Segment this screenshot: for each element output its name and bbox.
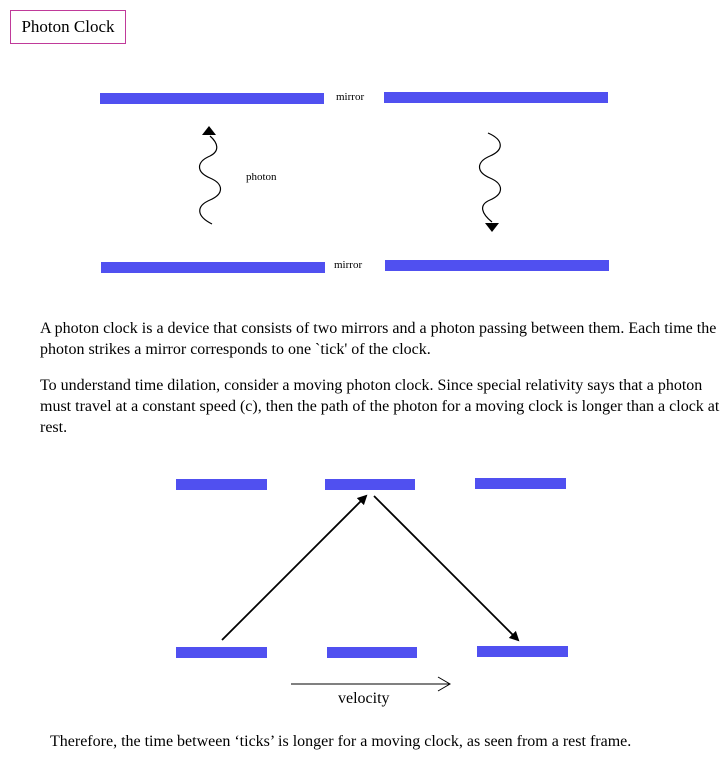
mirror-label-top: mirror	[336, 91, 365, 103]
paragraph-time-dilation: To understand time dilation, consider a moving photon clock. Since special relativity says that a photon must travel at a constant speed (c), then the path of the photon for a moving clock is longer than a clock at rest.	[40, 377, 720, 436]
moving-mirror-top-2	[325, 479, 415, 490]
photon-wave-up	[200, 136, 221, 224]
moving-mirror-bottom-1	[176, 647, 267, 658]
moving-mirror-bottom-2	[327, 647, 417, 658]
page-title: Photon Clock	[10, 10, 126, 44]
photon-label: photon	[246, 171, 277, 183]
mirror-label-bottom: mirror	[334, 259, 363, 271]
velocity-label: velocity	[338, 690, 390, 707]
mirror-bottom-right	[385, 260, 609, 271]
photon-wave-down	[480, 133, 501, 222]
paragraph-intro: A photon clock is a device that consists of two mirrors and a photon passing between them. Each time the photon strikes a mirror corresponds to one `tick' of the clock.	[40, 320, 717, 358]
mirror-top-left	[100, 93, 324, 104]
photon-path-down	[374, 496, 518, 640]
photon-path-up	[222, 496, 366, 640]
photon-arrow-down-icon	[485, 223, 499, 232]
photon-arrow-up-icon	[202, 126, 216, 135]
mirror-top-right	[384, 92, 608, 103]
conclusion-text: Therefore, the time between ‘ticks’ is longer for a moving clock, as seen from a rest frame.	[50, 733, 632, 750]
moving-mirror-top-3	[475, 478, 566, 489]
moving-mirror-bottom-3	[477, 646, 568, 657]
mirror-bottom-left	[101, 262, 325, 273]
moving-mirror-top-1	[176, 479, 267, 490]
